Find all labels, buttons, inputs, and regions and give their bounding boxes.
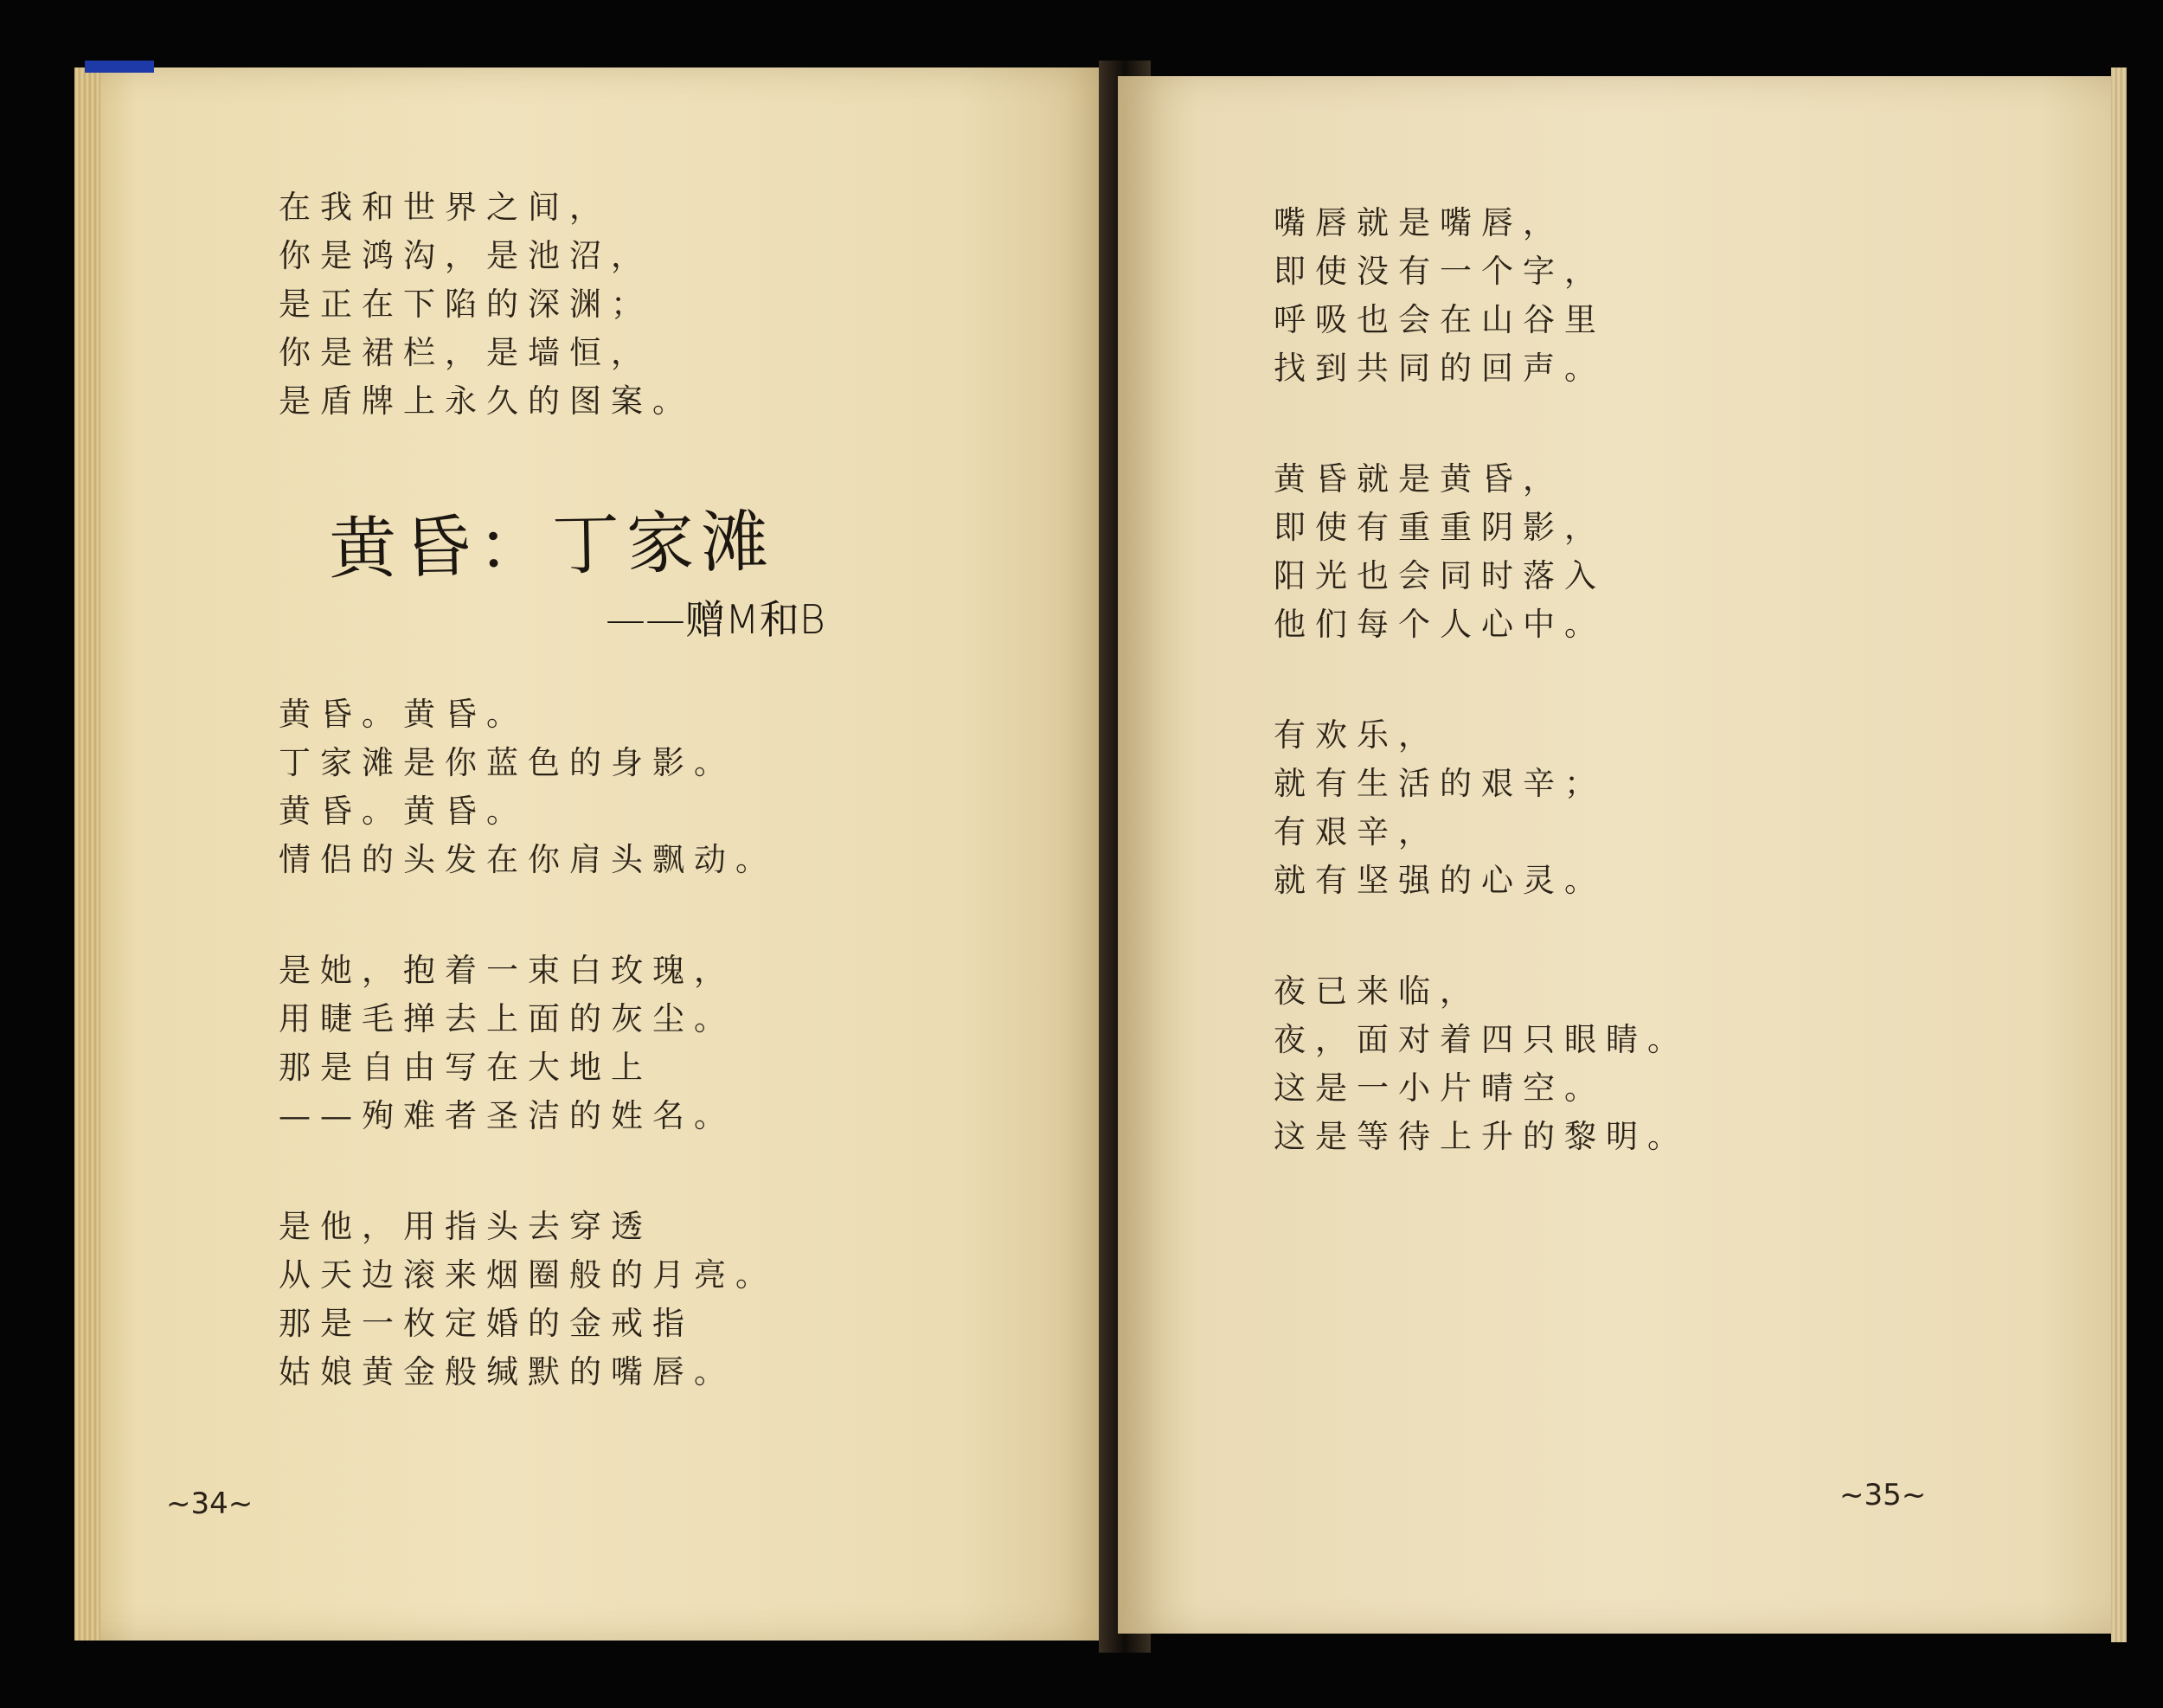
handwritten-title-text: 黄昏：丁家滩	[328, 503, 776, 589]
poem-line: 阳光也会同时落入	[1274, 557, 1606, 594]
poem-line: ——殉难者圣洁的姓名。	[279, 1097, 735, 1134]
poem-line: 就有生活的艰辛；	[1274, 765, 1606, 802]
left-page-edge	[74, 67, 100, 1641]
poem-line: 这是等待上升的黎明。	[1274, 1118, 1689, 1155]
stanza-8	[1274, 967, 1689, 1161]
poem-line: 是他，用指头去穿透	[279, 1208, 652, 1245]
poem-line: 黄昏。黄昏。	[279, 696, 528, 733]
poem-line: 用睫毛掸去上面的灰尘。	[279, 1000, 735, 1037]
poem-line: 夜已来临，	[1274, 973, 1481, 1010]
poem-line: 那是一枚定婚的金戒指	[279, 1305, 694, 1342]
stanza-6	[1274, 455, 1606, 649]
poem-line: 找到共同的回声。	[1274, 350, 1606, 387]
poem-line: 夜，面对着四只眼睛。	[1274, 1021, 1689, 1058]
poem-line: 这是一小片晴空。	[1274, 1069, 1606, 1107]
poem-line: 有艰辛，	[1274, 813, 1440, 851]
stanza-3	[279, 947, 735, 1140]
poem-line: 情侣的头发在你肩头飘动。	[279, 841, 777, 878]
poem-line: 你是裙栏，是墙恒，	[279, 334, 652, 371]
left-page	[74, 67, 1113, 1641]
poem-line: 是正在下陷的深渊；	[279, 286, 652, 323]
poem-line: 黄昏就是黄昏，	[1274, 460, 1564, 498]
poem-line: 他们每个人心中。	[1274, 606, 1606, 643]
blue-tab-mark	[85, 61, 154, 73]
poem-line: 呼吸也会在山谷里	[1274, 301, 1606, 338]
page-number-right: ~35~	[1839, 1478, 1927, 1512]
handwritten-dedication: ——赠M和B	[606, 596, 825, 643]
poem-line: 黄昏。黄昏。	[279, 793, 528, 830]
right-page	[1118, 76, 2121, 1634]
poem-line: 你是鸿沟，是池沼，	[279, 237, 652, 274]
stanza-5	[1274, 199, 1606, 393]
poem-line: 丁家滩是你蓝色的身影。	[279, 744, 735, 781]
stanza-4	[279, 1203, 777, 1397]
poem-line: 即使有重重阴影，	[1274, 509, 1606, 546]
poem-line: 从天边滚来烟圈般的月亮。	[279, 1256, 777, 1294]
poem-line: 即使没有一个字，	[1274, 253, 1606, 290]
poem-line: 在我和世界之间，	[279, 189, 611, 226]
page-number-left: ~34~	[166, 1486, 254, 1521]
poem-line: 就有坚强的心灵。	[1274, 862, 1606, 899]
right-page-edge	[2111, 67, 2127, 1642]
stanza-1	[279, 183, 694, 426]
poem-line: 有欢乐，	[1274, 716, 1440, 754]
poem-line: 嘴唇就是嘴唇，	[1274, 204, 1564, 241]
stanza-2	[279, 690, 777, 884]
poem-line: 是盾牌上永久的图案。	[279, 382, 694, 420]
stanza-7	[1274, 711, 1606, 905]
poem-line: 那是自由写在大地上	[279, 1049, 652, 1086]
poem-line: 是她，抱着一束白玫瑰，	[279, 952, 735, 989]
poem-line: 姑娘黄金般缄默的嘴唇。	[279, 1353, 735, 1390]
